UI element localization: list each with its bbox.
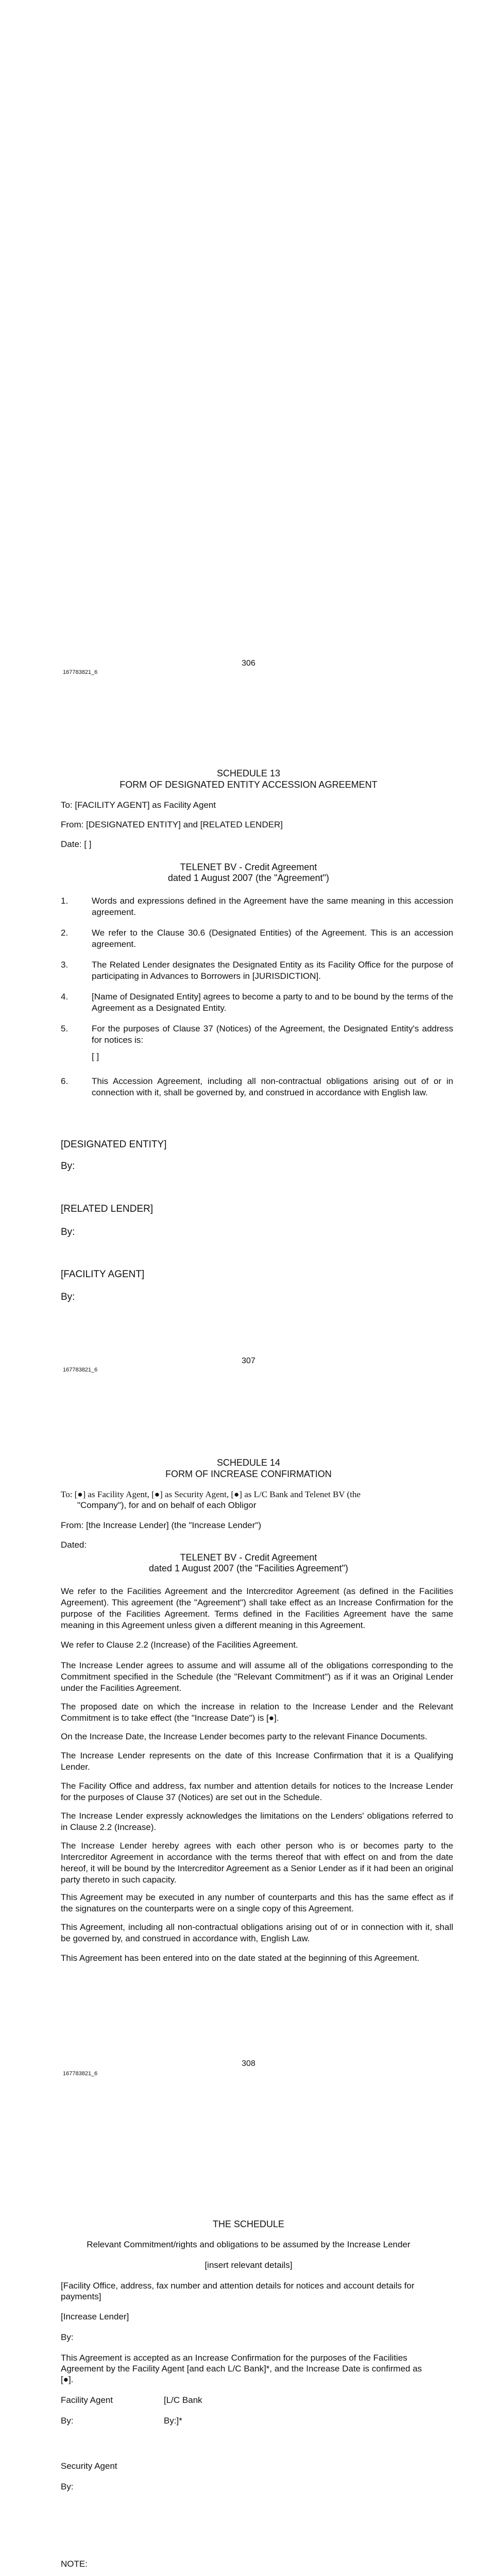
item-text: The Related Lender designates the Designated Entity as its Facility Office for the purpose of participating in Advances to Borrowers in [JURISDICTION]. — [92, 960, 453, 981]
paragraph: The Facility Office and address, fax number and attention details for notices to the Increase Lender for the purposes of Clause 37 (Notices) are set out in the Schedule. — [61, 1781, 453, 1803]
page-number: 307 — [242, 1357, 255, 1365]
paragraph: We refer to Clause 2.2 (Increase) of the Facilities Agreement. — [61, 1640, 298, 1650]
facility-office-details: [Facility Office, address, fax number and attention details for notices and account details for — [61, 2281, 415, 2291]
schedule-heading: SCHEDULE 14 — [216, 1458, 281, 1468]
date-line: Date: [ ] — [61, 839, 92, 849]
item-number: 4. — [61, 992, 68, 1002]
note-label: NOTE: — [61, 2559, 88, 2569]
to-line: To: [FACILITY AGENT] as Facility Agent — [61, 800, 216, 810]
document-reference: 167783821_6 — [63, 669, 98, 675]
schedule-heading: SCHEDULE 13 — [216, 768, 281, 778]
item-number: 2. — [61, 928, 68, 938]
signature-by: By: — [61, 1292, 75, 1302]
paragraph: This Agreement has been entered into on the date stated at the beginning of this Agreement. — [61, 1953, 420, 1963]
agreement-date: dated 1 August 2007 (the "Facilities Agreement") — [148, 1563, 348, 1573]
item-text: [Name of Designated Entity] agrees to become a party to and to be bound by the terms of the Agreement as a Designated Entity. — [92, 992, 453, 1013]
item-text: For the purposes of Clause 37 (Notices) of the Agreement, the Designated Entity's address for notices is: — [92, 1024, 453, 1045]
acceptance-text: [●]. — [61, 2375, 74, 2384]
paragraph: This Agreement may be executed in any number of counterparts and this has the same effect as if the signatures on the counterparts were on a single copy of this Agreement. — [61, 1892, 453, 1914]
item-number: 3. — [61, 960, 68, 970]
signature-by: By: — [61, 2332, 74, 2342]
security-agent-label: Security Agent — [61, 2461, 117, 2471]
agreement-date: dated 1 August 2007 (the "Agreement") — [168, 873, 329, 883]
signature-by: By: — [61, 1227, 75, 1238]
schedule-title: FORM OF INCREASE CONFIRMATION — [165, 1469, 332, 1479]
page-number: 306 — [242, 659, 255, 668]
item-text: We refer to the Clause 30.6 (Designated Entities) of the Agreement. This is an accession agreement. — [92, 928, 453, 950]
item-number: 1. — [61, 896, 68, 906]
paragraph: The Increase Lender represents on the date of this Increase Confirmation that it is a Qualifying Lender. — [61, 1751, 453, 1772]
agreement-name: TELENET BV - Credit Agreement — [180, 1552, 317, 1563]
schedule-subtitle: Relevant Commitment/rights and obligations to be assumed by the Increase Lender — [87, 2240, 410, 2249]
signature-party: [DESIGNATED ENTITY] — [61, 1139, 167, 1150]
dated-line: Dated: — [61, 1540, 87, 1550]
page-number: 308 — [242, 2059, 255, 2068]
insert-details: [insert relevant details] — [204, 2260, 293, 2270]
signature-by-lc: By:]* — [164, 2416, 182, 2426]
agreement-name: TELENET BV - Credit Agreement — [180, 862, 317, 872]
increase-lender: [Increase Lender] — [61, 2312, 129, 2321]
document-reference: 167783821_6 — [63, 2071, 98, 2077]
item-number: 5. — [61, 1024, 68, 1033]
from-line: From: [the Increase Lender] (the "Increase Lender") — [61, 1520, 262, 1530]
schedule-title: FORM OF DESIGNATED ENTITY ACCESSION AGREEMENT — [119, 779, 378, 790]
document-reference: 167783821_6 — [63, 1367, 98, 1373]
to-line-continued: "Company"), for and on behalf of each Obligor — [77, 1500, 256, 1510]
signature-party: [RELATED LENDER] — [61, 1204, 153, 1214]
from-line: From: [DESIGNATED ENTITY] and [RELATED LENDER] — [61, 820, 283, 829]
item-text: This Accession Agreement, including all non-contractual obligations arising out of or in connection with it, shall be governed by, and construed in accordance with English law. — [92, 1076, 453, 1098]
to-line: To: [●] as Facility Agent, [●] as Security Agent, [●] as L/C Bank and Telenet BV (the — [61, 1489, 361, 1499]
paragraph: The proposed date on which the increase in relation to the Increase Lender and the Relevant Commitment is to take effect (the "Increase Date") is [●]. — [61, 1702, 453, 1723]
signature-by: By: — [61, 2416, 74, 2426]
facility-office-details-continued: payments] — [61, 2292, 101, 2301]
paragraph: On the Increase Date, the Increase Lender becomes party to the relevant Finance Documents. — [61, 1732, 427, 1741]
address-placeholder: [ ] — [92, 1052, 99, 1061]
paragraph: The Increase Lender hereby agrees with each other person who is or becomes party to the Intercreditor Agreement in accordance with the terms thereof that with effect on and from the date hereof, it will be bound by the Intercreditor Agreement as a Senior Lender as if it had been an original party thereto in such capacity. — [61, 1841, 453, 1885]
signature-by: By: — [61, 1161, 75, 1172]
facility-agent-label: Facility Agent — [61, 2395, 113, 2405]
item-number: 6. — [61, 1076, 68, 1086]
paragraph: The Increase Lender expressly acknowledges the limitations on the Lenders' obligations referred to in Clause 2.2 (Increase). — [61, 1811, 453, 1833]
lc-bank-label: [L/C Bank — [164, 2395, 202, 2405]
paragraph: This Agreement, including all non-contractual obligations arising out of or in connection with it, shall be governed by, and construed in accordance with, English Law. — [61, 1922, 453, 1944]
schedule-heading: THE SCHEDULE — [212, 2219, 285, 2229]
paragraph: The Increase Lender agrees to assume and will assume all of the obligations corresponding to the Commitment specified in the Schedule (the "Relevant Commitment") as if it was an Original Lender under the Facilities Agreement. — [61, 1660, 453, 1693]
acceptance-text: This Agreement is accepted as an Increase Confirmation for the purposes of the Facilities — [61, 2353, 407, 2363]
item-text: Words and expressions defined in the Agreement have the same meaning in this accession agreement. — [92, 896, 453, 918]
signature-party: [FACILITY AGENT] — [61, 1269, 145, 1280]
signature-by: By: — [61, 2482, 74, 2492]
acceptance-text: Agreement by the Facility Agent [and each L/C Bank]*, and the Increase Date is confirmed as — [61, 2364, 422, 2374]
paragraph: We refer to the Facilities Agreement and the Intercreditor Agreement (as defined in the Facilities Agreement). This agreement (the "Agreement") shall take effect as an Increase Confirmation for the purpose of the Facilities Agreement. Terms defined in the Facilities Agreement have the same meaning in this Agreement unless given a different meaning in this Agreement. — [61, 1586, 453, 1631]
